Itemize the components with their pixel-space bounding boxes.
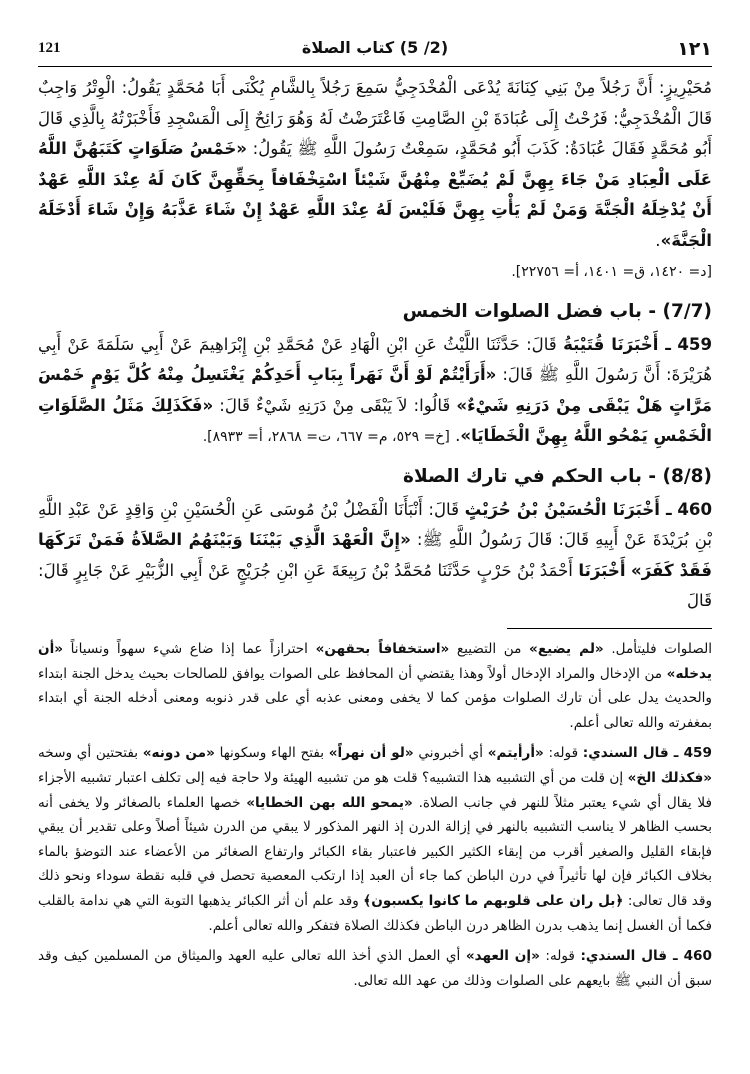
hadith-number: 460 — [677, 499, 712, 519]
quoted-term: «أرأيتم» — [487, 745, 544, 762]
text-run: أَحْمَدُ بْنُ حَرْبٍ حَدَّثَنَا مُحَمَّدُ بْنُ رَبِيعَةَ عَنِ ابْنِ جُرَيْجٍ عَنْ أَبِي الزُّبَيْرِ عَنْ جَابِرٍ قَالَ: قَالَ — [38, 560, 712, 610]
prophetic-saying: «فَكَذَلِكَ مَثَلُ الصَّلَوَاتِ الْخَمْسِ يَمْحُو اللَّهُ بِهِنَّ الْخَطَايَا» — [38, 395, 712, 445]
text-run: بفتح الهاء وسكونها — [214, 745, 329, 762]
hadith-lead: ـ أَخْبَرَنَا قُتَيْبَةُ — [563, 334, 671, 354]
text-run: من التضييع — [449, 641, 530, 657]
hadith-number: 459 — [677, 334, 713, 354]
hadith-continuation — [38, 73, 712, 288]
footnote-460 — [38, 944, 712, 993]
page-number-arabic: ١٢١ — [677, 38, 712, 60]
prophetic-saying: «أَرَأَيْتُمْ لَوْ أَنَّ نَهَراً بِبَابِ أَحَدِكُمْ يَغْتَسِلُ مِنْهُ كُلَّ يَوْمٍ خَمْسَ مَرَّاتٍ هَلْ يَبْقَى مِنْ دَرَنِهِ شَيْءٌ» — [38, 365, 712, 415]
page-header — [38, 36, 712, 64]
text-run: مُحَيْرِيزٍ: أَنَّ رَجُلاً مِنْ بَنِي كِنَانَةَ يُدْعَى الْمُخْدَجِيُّ سَمِعَ رَجُلاً بِالشَّامِ يُكْنَى أَبَا مُحَمَّدٍ يَقُولُ: الْوِتْرُ وَاجِبٌ قَالَ الْمُخْدَجِيُّ: فَرُحْتُ إِلَى عُبَادَةَ بْنِ الصَّامِتِ فَاعْتَرَضْتُ لَهُ وَهُوَ رَائِحٌ إِلَى الْمَسْجِدِ فَأَخْبَرْتُهُ بِالَّذِي قَالَ أَبُو مُحَمَّدٍ فَقَالَ عُبَادَةُ: كَذَبَ أَبُو مُحَمَّدٍ، سَمِعْتُ رَسُولَ اللَّهِ ﷺ يَقُولُ: — [38, 78, 712, 158]
text-run: بفتحتين أي وسخه — [38, 745, 143, 762]
hadith-lead: أَخْبَرَنَا — [578, 560, 626, 580]
text-run: قَالُوا: لاَ يَبْقَى مِنْ دَرَنِهِ شَيْءٌ قَالَ: — [213, 395, 457, 415]
text-run: إن قلت من أي التشبيه هذا التشبيه؟ قلت هو من تشبيه الهيئة ولا حاجة فيه إلى تكلف اعتبار تشبيه الأجزاء فلا يقال أي شيء يعتبر مثلاً للنهر في جانب الصلاة. — [38, 769, 712, 811]
book-page — [38, 36, 712, 1046]
chapter-heading: (8/8) - باب الحكم في تارك الصلاة — [403, 465, 712, 487]
text-run: . — [449, 426, 461, 445]
text-run: وقد علم أن أثر الكبائر يذهبها التوبة التي هي ندامة بالقلب فكما أن الغسل إنما يذهب بدرن الظاهر درن الباطن فكذلك الصلاة فتفكر والله تعالى أعلم. — [38, 892, 712, 934]
footnote-rule — [507, 628, 712, 629]
quoted-term: «فكذلك الخ» — [627, 769, 712, 786]
quoted-term: «استخفافاً بحقهن» — [315, 641, 450, 657]
header-rule — [38, 66, 712, 67]
quoted-term: «إن العهد» — [465, 948, 540, 965]
footnote-459 — [38, 741, 712, 938]
quoted-term: «لو أن نهراً» — [328, 745, 414, 762]
text-run: أي العمل الذي أخذ الله تعالى عليه العهد والميثاق من المسلمين كيف وقد سبق أن النبي ﷺ بايعهم على الصلوات وذلك من عهد الله تعالى. — [38, 948, 712, 989]
hadith-reference: [خ= ٥٢٩، م= ٦٦٧، ت= ٢٨٦٨، أ= ٨٩٣٣]. — [202, 429, 450, 445]
quoted-term: «من دونه» — [142, 745, 215, 762]
text-run: خصها العلماء بالصغائر ولا يخفى أنه بحسب الظاهر لا يناسب التشبيه بالنهر في إزالة الدرن إذ النهر المذكور لا يبقي من الدرن شيئاً أصلاً وعلى تقدير أن يبقي فإبقاء القليل والصغير أقرب من إبقاء الكثير الكبير فاعتبار بقاء الكبائر وارتفاع الصغائر من الأعضاء عند التوضؤ بالماء بخلاف الكبائر فإن لها تأثيراً في درن الباطن كما جاء أن العبد إذا ارتكب المعصية تحصل في قلبه نقطة سوداء ونحو ذلك وقد قال تعالى: — [38, 794, 713, 909]
quoted-term: «يمحو الله بهن الخطايا» — [246, 794, 413, 811]
prophetic-saying: «إِنَّ الْعَهْدَ الَّذِي بَيْنَنَا وَبَيْنَهُمُ الصَّلاَةُ فَمَنْ تَرَكَهَا فَقَدْ كَفَرَ» — [38, 530, 712, 580]
main-text — [38, 73, 712, 617]
quran-quote: ﴿بل ران على قلوبهم ما كانوا يكسبون﴾ — [363, 892, 624, 909]
text-run: الصلوات فليتأمل. — [603, 641, 712, 657]
text-run: أي أخبروني — [413, 745, 488, 762]
hadith-459 — [38, 330, 712, 453]
hadith-lead: ـ أَخْبَرَنَا الْحُسَيْنُ بْنُ حُرَيْثٍ — [464, 499, 672, 519]
running-title: (2/ 5) كتاب الصلاة — [301, 38, 449, 57]
text-run: قَالَ: أَنْبَأَنَا الْفَضْلُ بْنُ مُوسَى عَنِ الْحُسَيْنِ بْنِ وَاقِدٍ عَنْ عَبْدِ اللَّهِ بْنِ بُرَيْدَةَ عَنْ أَبِيهِ قَالَ: قَالَ رَسُولُ اللَّهِ ﷺ: — [38, 499, 712, 549]
text-run: قوله: — [539, 948, 581, 965]
text-run: احترازاً عما إذا ضاع شيء سهواً ونسياناً — [63, 641, 316, 657]
footnotes — [38, 628, 712, 999]
page-number-latin: 121 — [38, 40, 61, 56]
text-run: من الإدخال والمراد الإدخال أولاً وهذا يقتضي أن المحافظ على الصوات يوافق للصالحات بحيث يدخل الجنة ابتداء والحديث يدل على أن تارك الصلوات مؤمن كما لا يخفى ومعنى عذبه أي على قدر ذنوبه ومعنى أدخله الجنة أي ابتداء بمغفرته والله تعالى أعلم. — [38, 665, 712, 731]
prophetic-saying: «خَمْسُ صَلَوَاتٍ كَتَبَهُنَّ اللَّهُ عَلَى الْعِبَادِ مَنْ جَاءَ بِهِنَّ لَمْ يُضَيِّعْ مِنْهُنَّ شَيْئاً اسْتِخْفَافاً بِحَقِّهِنَّ كَانَ لَهُ عِنْدَ اللَّهِ عَهْدٌ أَنْ يُدْخِلَهُ الْجَنَّةَ وَمَنْ لَمْ يَأْتِ بِهِنَّ فَلَيْسَ لَهُ عِنْدَ اللَّهِ عَهْدٌ إِنْ شَاءَ عَذَّبَهُ وَإِنْ شَاءَ أَدْخَلَهُ الْجَنَّةَ» — [38, 139, 712, 250]
text-run: قوله: — [543, 745, 583, 762]
hadith-reference: [د= ١٤٢٠، ق= ١٤٠١، أ= ٢٢٧٥٦]. — [511, 264, 712, 280]
footnote-continuation — [38, 637, 712, 735]
footnote-head: 460 ـ قال السندي: — [580, 948, 712, 965]
hadith-460 — [38, 495, 712, 617]
text-run: . — [655, 230, 661, 250]
quoted-term: «لم يضيع» — [529, 641, 604, 657]
footnote-head: 459 ـ قال السندي: — [582, 745, 712, 762]
quoted-term: «أن يدخله» — [38, 641, 712, 682]
chapter-heading: (7/7) - باب فضل الصلوات الخمس — [402, 300, 712, 322]
text-run: قَالَ: حَدَّثَنَا اللَّيْثُ عَنِ ابْنِ الْهَادِ عَنْ مُحَمَّدِ بْنِ إِبْرَاهِيمَ عَنْ أَبِي سَلَمَةَ عَنْ أَبِي هُرَيْرَةَ: أَنَّ رَسُولَ اللَّهِ ﷺ قَالَ: — [38, 334, 712, 384]
